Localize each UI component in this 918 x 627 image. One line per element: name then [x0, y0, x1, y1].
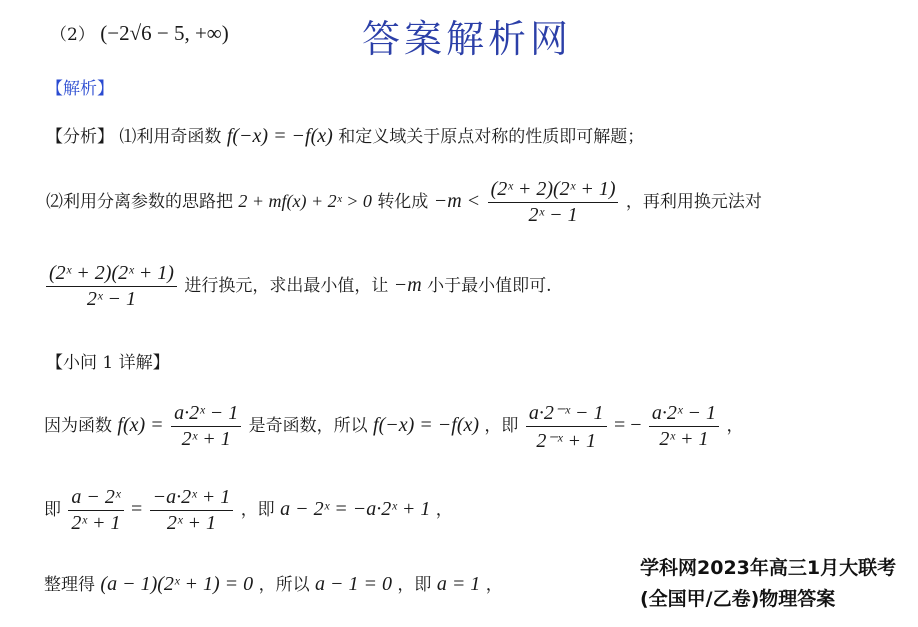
fenxi-part1-prefix: ⑴利用奇函数 — [119, 127, 222, 147]
line-b-eq: = — [130, 498, 143, 520]
line-b-end: ， — [435, 500, 453, 520]
fenxi-part2-prefix: ⑵利用分离参数的思路把 — [46, 192, 233, 212]
exam-source-line-1: 学科网2023年高三1月大联考 — [640, 557, 897, 579]
line-a-fraction-1 — [171, 402, 241, 451]
line-c-end: ， — [485, 575, 503, 595]
line-c-ji: ，即 — [397, 575, 432, 595]
fenxi-line-1 — [46, 122, 644, 148]
fraction-numerator: a·2ˣ − 1 — [649, 402, 719, 427]
solution-line-c — [44, 570, 503, 596]
solution-line-a — [44, 400, 743, 453]
fenxi-line-2 — [46, 178, 762, 227]
q2-label: （2） — [50, 25, 95, 45]
fenxi-lhs: −m < — [433, 190, 481, 212]
fenxi-fraction-2 — [46, 262, 177, 311]
line-b-rhs: a − 2ˣ = −a·2ˣ + 1 — [280, 498, 431, 520]
line-c-prefix: 整理得 — [44, 575, 95, 595]
line-a-ji: ，即 — [484, 416, 519, 436]
line-c-eq1: (a − 1)(2ˣ + 1) = 0 — [100, 573, 254, 595]
fenxi-fraction — [488, 178, 619, 227]
fenxi-neg-m: −m — [393, 274, 422, 296]
fraction-numerator: (2ˣ + 2)(2ˣ + 1) — [488, 178, 619, 203]
line-a-end: ， — [726, 416, 744, 436]
fraction-numerator: (2ˣ + 2)(2ˣ + 1) — [46, 262, 177, 287]
fraction-numerator: −a·2ˣ + 1 — [150, 486, 234, 511]
fenxi-part2-mid: 转化成 — [377, 192, 429, 212]
fenxi-part3-end: 小于最小值即可. — [427, 276, 552, 296]
fraction-denominator: 2ˣ + 1 — [71, 512, 121, 534]
solution-line-b — [44, 486, 453, 535]
line-c-eq3: a = 1 — [436, 573, 481, 595]
line-b-fraction-1 — [68, 486, 123, 535]
line-a-fraction-3 — [649, 402, 719, 451]
fenxi-label: 【分析】 — [46, 127, 114, 147]
fenxi-odd-equation: f(−x) = −f(x) — [226, 125, 333, 147]
line-b-prefix: 即 — [44, 500, 61, 520]
line-a-eq: = − — [613, 414, 642, 436]
line-c-mid: ，所以 — [258, 575, 310, 595]
fenxi-inequality: 2 + mf(x) + 2ˣ > 0 — [238, 191, 372, 211]
line-a-mid: 是奇函数，所以 — [248, 416, 368, 436]
line-a-fx: f(x) = — [117, 414, 164, 436]
fraction-denominator: 2⁻ˣ + 1 — [536, 430, 597, 452]
line-b-fraction-2 — [150, 486, 234, 535]
line-a-fraction-2 — [526, 400, 607, 453]
line-a-prefix: 因为函数 — [44, 416, 112, 436]
line-a-odd: f(−x) = −f(x) — [373, 414, 480, 436]
fraction-denominator: 2ˣ + 1 — [181, 428, 231, 450]
fraction-numerator: a − 2ˣ — [68, 486, 123, 511]
fenxi-part2-suffix: ，再利用换元法对 — [625, 192, 762, 212]
fraction-denominator: 2ˣ + 1 — [659, 428, 709, 450]
fraction-numerator: a·2ˣ − 1 — [171, 402, 241, 427]
line-b-mid: ，即 — [240, 500, 275, 520]
fenxi-line-3 — [44, 262, 552, 311]
line-c-eq2: a − 1 = 0 — [315, 573, 392, 595]
sub1-header: 【小问 1 详解】 — [46, 353, 170, 373]
exam-source-line-2: (全国甲/乙卷)物理答案 — [640, 588, 836, 610]
q2-interval: (−2√6 − 5, +∞) — [100, 21, 229, 45]
fraction-denominator: 2ˣ − 1 — [86, 288, 137, 310]
fraction-denominator: 2ˣ − 1 — [528, 204, 578, 226]
fenxi-part1-suffix: 和定义域关于原点对称的性质即可解题； — [338, 127, 645, 147]
fraction-numerator: a·2⁻ˣ − 1 — [526, 400, 607, 427]
q2-answer-line — [50, 20, 229, 46]
exam-source-note — [640, 553, 896, 615]
fraction-denominator: 2ˣ + 1 — [166, 512, 217, 534]
analysis-header: 【解析】 — [46, 79, 114, 99]
fenxi-part3-suffix: 进行换元，求出最小值，让 — [184, 276, 389, 296]
watermark-text: 答案解析网 — [362, 17, 573, 61]
